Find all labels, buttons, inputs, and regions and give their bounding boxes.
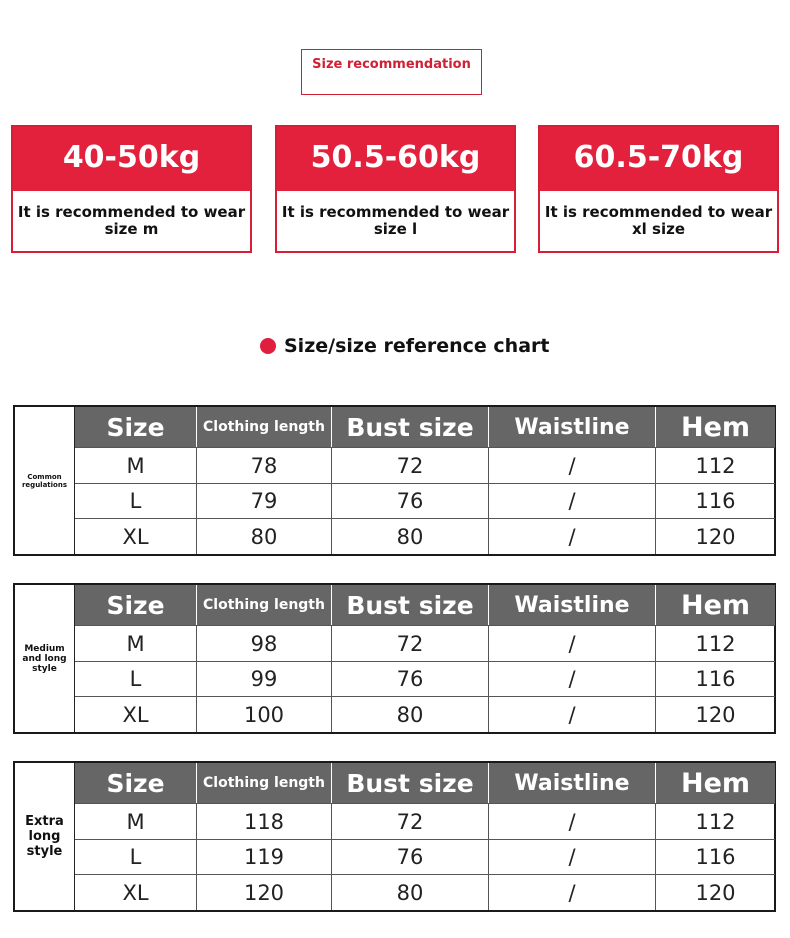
cell-clothing-length: 120 [196,874,331,910]
red-dot-icon [260,338,276,354]
cell-size: M [75,447,196,483]
cell-hem: 120 [655,518,775,554]
cell-bust-size: 76 [331,483,488,518]
weight-range: 40-50kg [13,127,250,191]
header-bust-size: Bust size [331,585,488,625]
cell-clothing-length: 79 [196,483,331,518]
size-table-common [13,405,776,556]
table-style-label: Medium and long style [22,643,67,674]
header-hem: Hem [655,763,775,803]
size-grid [74,585,774,732]
weight-range: 50.5-60kg [277,127,514,191]
cell-clothing-length: 98 [196,625,331,661]
size-advice: It is recommended to wear xl size [544,203,773,238]
size-grid [74,407,774,554]
cell-waistline: / [488,483,655,518]
cell-waistline: / [488,661,655,696]
cell-hem: 120 [655,696,775,732]
size-chart-heading [260,334,549,358]
cell-hem: 120 [655,874,775,910]
cell-size: L [75,839,196,874]
cell-clothing-length: 119 [196,839,331,874]
table-style-label: Common regulations [21,472,68,489]
header-clothing-length: Clothing length [196,763,331,803]
header-waistline: Waistline [488,585,655,625]
cell-hem: 112 [655,447,775,483]
cell-clothing-length: 80 [196,518,331,554]
header-bust-size: Bust size [331,407,488,447]
cell-waistline: / [488,518,655,554]
cell-hem: 112 [655,803,775,839]
header-hem: Hem [655,407,775,447]
cell-size: M [75,625,196,661]
cell-bust-size: 80 [331,874,488,910]
cell-size: M [75,803,196,839]
cell-waistline: / [488,447,655,483]
cell-bust-size: 72 [331,625,488,661]
cell-size: XL [75,874,196,910]
cell-size: XL [75,696,196,732]
cell-bust-size: 76 [331,839,488,874]
recommendation-card-m [11,125,252,253]
header-size: Size [75,407,196,447]
cell-bust-size: 72 [331,447,488,483]
cell-clothing-length: 99 [196,661,331,696]
cell-hem: 116 [655,661,775,696]
cell-bust-size: 80 [331,696,488,732]
recommendation-card-xl [538,125,779,253]
cell-bust-size: 72 [331,803,488,839]
header-bust-size: Bust size [331,763,488,803]
size-grid [74,763,774,910]
cell-waistline: / [488,803,655,839]
weight-range: 60.5-70kg [540,127,777,191]
size-table-medium-long [13,583,776,734]
header-size: Size [75,763,196,803]
cell-clothing-length: 78 [196,447,331,483]
cell-waistline: / [488,874,655,910]
size-table-extra-long [13,761,776,912]
header-hem: Hem [655,585,775,625]
table-style-label: Extra long style [25,814,64,859]
cell-size: XL [75,518,196,554]
cell-bust-size: 80 [331,518,488,554]
cell-waistline: / [488,625,655,661]
cell-hem: 116 [655,483,775,518]
cell-clothing-length: 118 [196,803,331,839]
recommendation-card-l [275,125,516,253]
cell-clothing-length: 100 [196,696,331,732]
header-size: Size [75,585,196,625]
cell-waistline: / [488,839,655,874]
cell-hem: 112 [655,625,775,661]
size-recommendation-title: Size recommendation [301,49,482,95]
cell-bust-size: 76 [331,661,488,696]
size-advice: It is recommended to wear size l [281,203,510,238]
cell-size: L [75,661,196,696]
size-chart-heading-text: Size/size reference chart [284,335,550,357]
header-waistline: Waistline [488,763,655,803]
size-advice: It is recommended to wear size m [17,203,246,238]
cell-hem: 116 [655,839,775,874]
header-clothing-length: Clothing length [196,407,331,447]
header-clothing-length: Clothing length [196,585,331,625]
cell-waistline: / [488,696,655,732]
cell-size: L [75,483,196,518]
header-waistline: Waistline [488,407,655,447]
